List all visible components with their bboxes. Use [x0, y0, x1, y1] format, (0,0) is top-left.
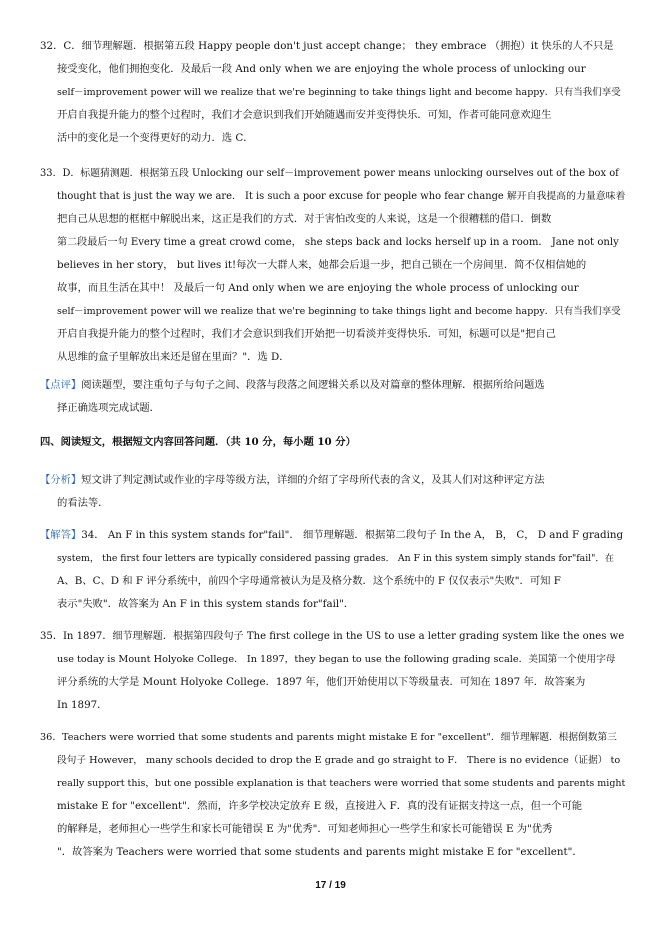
text-line: use today is Mount Holyoke College． In 1897，they began to use the following grading scale．美国第一个使用字母 [57, 654, 616, 665]
answer-35 [40, 625, 625, 717]
analysis-tag: 【分析】 [40, 474, 82, 486]
text-line: self－improvement power will we realize that we're beginning to take things light and become happy．只有当我们享受 [57, 87, 621, 98]
solution-text: 34． An F in this system stands for"fail"． 细节理解题．根据第二段句子 In the A， B， C， D and F grading [81, 529, 624, 541]
answer-32 [40, 35, 625, 150]
text-line: thought that is just the way we are． It is such a poor excuse for people who fear change 解开自我提高的力量意味着 [57, 191, 626, 202]
text-line: 表示"失败"．故答案为 An F in this system stands for"fail"． [57, 598, 355, 610]
comment-section [40, 374, 625, 420]
text-line: 开启自我提升能力的整个过程时，我们才会意识到我们开始把一切看淡并变得快乐．可知，标题可以是"把自己 [57, 328, 556, 340]
analysis-text: 短文讲了判定测试或作业的字母等级方法，详细的介绍了字母所代表的含义，及其人们对这种评定方法 [81, 474, 545, 486]
section-title: 四、阅读短文，根据短文内容回答问题．（共 10 分，每小题 10 分） [40, 436, 356, 448]
text-line: system， the first four letters are typically considered passing grades． An F in this system simply stands for"fail"．在 [57, 553, 615, 564]
text-line: In 1897． [57, 699, 108, 711]
text-line: self－improvement power will we realize that we're beginning to take things light and become happy．只有当我们享受 [57, 306, 621, 317]
text-line: mistake E for "excellent"．然而，许多学校决定放弃 E 级，直接进入 F．真的没有证据支持这一点，但一个可能 [57, 800, 583, 812]
solution-tag: 【解答】 [40, 529, 82, 541]
text-line: 第二段最后一句 Every time a great crowd come， she steps back and locks herself up in a room． Jane not only [57, 237, 619, 248]
text-line: 32．C．细节理解题．根据第五段 Happy people don't just accept change； they embrace （拥抱）it 快乐的人不只是 [40, 40, 614, 52]
answer-36 [40, 726, 625, 864]
text-line: 的解释是，老师担心一些学生和家长可能错误 E 为"优秀"．可知老师担心一些学生和家长可能错误 E 为"优秀 [57, 823, 553, 835]
text-line: believes in her story， but lives it!每次一大群人来，她都会后退一步，把自己锁在一个房间里．简不仅相信她的 [57, 259, 587, 271]
text-line: really support this，but one possible explanation is that teachers were worried that some students and parents might [57, 778, 626, 789]
comment-tag: 【点评】 [40, 379, 82, 391]
text-line [40, 524, 625, 547]
text-line [40, 469, 625, 492]
text-line: 33．D．标题猜测题．根据第五段 Unlocking our self－improvement power means unlocking ourselves out of the box of [40, 168, 619, 179]
text-line: 的看法等． [57, 497, 109, 509]
text-line: 评分系统的大学是 Mount Holyoke College．1897 年，他们开始使用以下等级量表．可知在 1897 年．故答案为 [57, 676, 586, 688]
answer-34 [40, 524, 625, 616]
text-line: 把自己从思想的框框中解脱出来，这正是我们的方式．对于害怕改变的人来说，这是一个很糟糕的借口．倒数 [57, 213, 552, 225]
comment-text: 阅读题型，要注重句子与句子之间、段落与段落之间逻辑关系以及对篇章的整体理解．根据所给问题选 [81, 379, 545, 391]
text-line: 活中的变化是一个变得更好的动力．选 C． [57, 132, 254, 144]
section-heading [40, 431, 625, 454]
text-line: 接受变化，他们拥抱变化．及最后一段 And only when we are enjoying the whole process of unlocking our [57, 63, 586, 75]
text-line: 36．Teachers were worried that some students and parents might mistake E for "excellent"．细节理解题．根据倒数第三 [40, 732, 617, 743]
answer-33 [40, 162, 625, 369]
text-line [40, 374, 625, 397]
text-line: 择正确选项完成试题． [57, 402, 160, 414]
text-line: "．故答案为 Teachers were worried that some students and parents might mistake E for "excellent"． [57, 846, 583, 858]
text-line: 35．In 1897．细节理解题．根据第四段句子 The first college in the US to use a letter grading system like the ones we [40, 631, 625, 642]
text-line: 从思维的盒子里解放出来还是留在里面？"．选 D． [57, 351, 290, 363]
page-number: 17 / 19 [315, 880, 346, 891]
text-line: 开启自我提升能力的整个过程时，我们才会意识到我们开始随遇而安并变得快乐．可知，作者可能同意欢迎生 [57, 109, 552, 121]
text-line: A、B、C、D 和 F 评分系统中，前四个字母通常被认为是及格分数．这个系统中的 F 仅仅表示"失败"．可知 F [57, 575, 561, 587]
text-line: 故事，而且生活在其中！ 及最后一句 And only when we are enjoying the whole process of unlocking our [57, 282, 579, 294]
text-line: 段句子 However， many schools decided to drop the E grade and go straight to F． There is no evidence（证据） to [57, 755, 621, 766]
analysis-section [40, 469, 625, 515]
